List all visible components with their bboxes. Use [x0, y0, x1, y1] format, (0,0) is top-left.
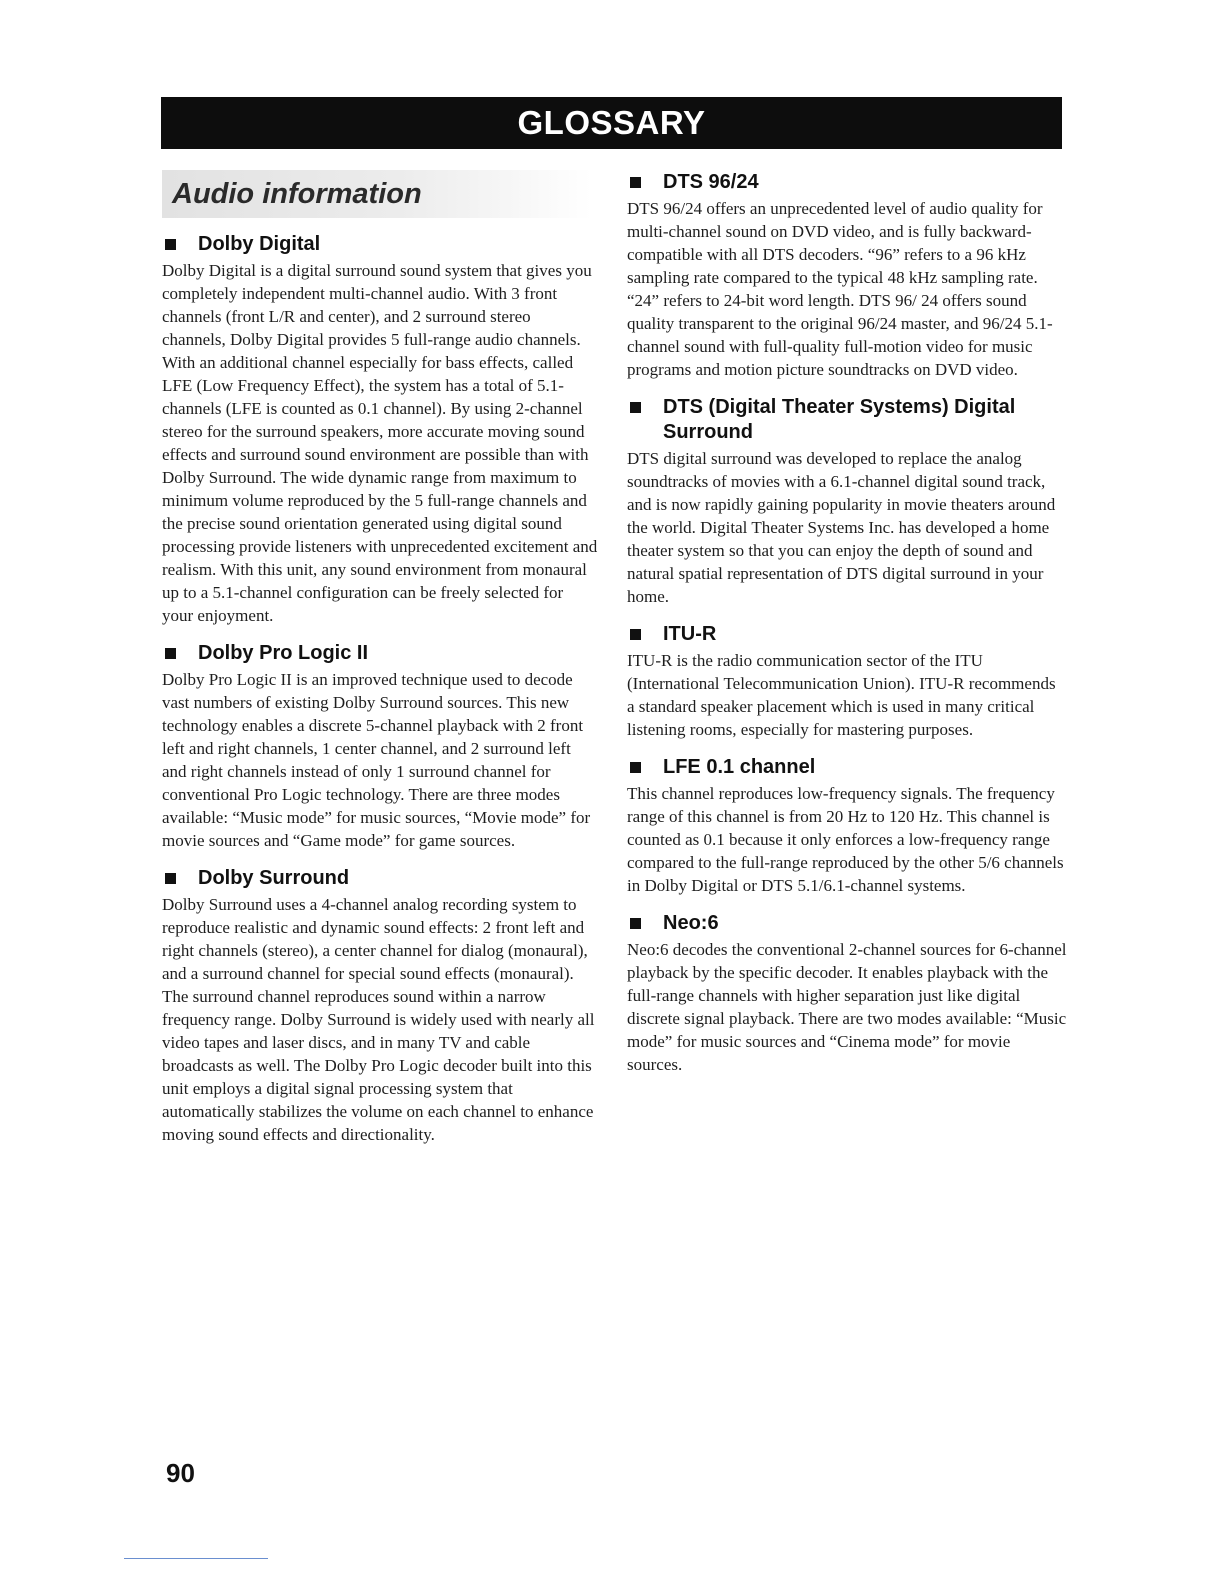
glossary-entry-dolby-surround — [162, 866, 598, 1146]
entry-title: LFE 0.1 channel — [663, 756, 816, 778]
page-banner-title: GLOSSARY — [161, 97, 1062, 149]
square-bullet-icon — [165, 648, 176, 659]
entry-title: Dolby Surround — [198, 867, 350, 889]
square-bullet-icon — [630, 402, 641, 413]
entry-body: DTS digital surround was developed to replace the analog soundtracks of movies with a 6.1-channel digital sound track, and is now rapidly gaining popularity in movie theaters around the world. Digital Theater Systems Inc. has developed a home theater system so that you can enjoy the depth of sound and natural spatial representation of DTS digital surround in your home. — [627, 449, 1056, 606]
square-bullet-icon — [165, 873, 176, 884]
square-bullet-icon — [630, 177, 641, 188]
square-bullet-icon — [630, 629, 641, 640]
section-heading: Audio information — [162, 170, 592, 218]
page-number: 90 — [166, 1458, 195, 1488]
entry-title: DTS (Digital Theater Systems) Digital Surround — [663, 396, 1016, 443]
glossary-entry-dts-digital-surround — [627, 395, 1067, 608]
footer-divider — [124, 1558, 268, 1559]
entry-body: Dolby Surround uses a 4-channel analog recording system to reproduce realistic and dynamic sound effects: 2 front left and right channels (stereo), a center channel for dialog (monaural), and a surround channel for special sound effects (monaural). The surround channel reproduces sound within a narrow frequency range. Dolby Surround is widely used with nearly all video tapes and laser discs, and in many TV and cable broadcasts as well. The Dolby Pro Logic decoder built into this unit employs a digital signal processing system that automatically stabilizes the volume on each channel to enhance moving sound effects and directionality. — [162, 895, 595, 1144]
glossary-entry-lfe-0-1-channel — [627, 755, 1067, 897]
left-column — [162, 170, 598, 1160]
entry-body: This channel reproduces low-frequency signals. The frequency range of this channel is from 20 Hz to 120 Hz. This channel is counted as 0.1 because it only enforces a low-frequency range compared to the full-range reproduced by the other 5/6 channels in Dolby Digital or DTS 5.1/6.1-channel systems. — [627, 784, 1064, 895]
entry-body: ITU-R is the radio communication sector of the ITU (International Telecommunication Union). ITU-R recommends a standard speaker placement which is used in many critical listening rooms, especially for mastering purposes. — [627, 651, 1056, 739]
entry-body: Dolby Digital is a digital surround sound system that gives you completely independent multi-channel audio. With 3 front channels (front L/R and center), and 2 surround stereo channels, Dolby Digital provides 5 full-range audio channels. With an additional channel especially for bass effects, called LFE (Low Frequency Effect), the system has a total of 5.1-channels (LFE is counted as 0.1 channel). By using 2-channel stereo for the surround speakers, more accurate moving sound effects and surround sound environment are possible than with Dolby Surround. The wide dynamic range from maximum to minimum volume reproduced by the 5 full-range channels and the precise sound orientation generated using digital sound processing provide listeners with unprecedented excitement and realism. With this unit, any sound environment from monaural up to a 5.1-channel configuration can be freely selected for your enjoyment. — [162, 261, 598, 625]
glossary-entry-dts-96-24 — [627, 170, 1067, 381]
entry-title: DTS 96/24 — [663, 171, 759, 193]
entry-body: Dolby Pro Logic II is an improved technique used to decode vast numbers of existing Dolby Surround sources. This new technology enables a discrete 5-channel playback with 2 front left and right channels, 1 center channel, and 2 surround left and right channels instead of only 1 surround channel for conventional Pro Logic technology. There are three modes available: “Music mode” for music sources, “Movie mode” for movie sources and “Game mode” for game sources. — [162, 670, 591, 850]
glossary-entry-neo-6 — [627, 911, 1067, 1076]
square-bullet-icon — [165, 239, 176, 250]
glossary-entry-dolby-digital — [162, 232, 598, 627]
square-bullet-icon — [630, 918, 641, 929]
glossary-entry-dolby-pro-logic-ii — [162, 641, 598, 852]
right-column — [627, 170, 1067, 1090]
entry-title: Neo:6 — [663, 912, 719, 934]
entry-body: Neo:6 decodes the conventional 2-channel sources for 6-channel playback by the specific decoder. It enables playback with the full-range channels with higher separation just like digital discrete signal playback. There are two modes available: “Music mode” for music sources and “Cinema mode” for movie sources. — [627, 940, 1067, 1074]
square-bullet-icon — [630, 762, 641, 773]
entry-body: DTS 96/24 offers an unprecedented level of audio quality for multi-channel sound on DVD video, and is fully backward-compatible with all DTS decoders. “96” refers to a 96 kHz sampling rate compared to the typical 48 kHz sampling rate. “24” refers to 24-bit word length. DTS 96/ 24 offers sound quality transparent to the original 96/24 master, and 96/24 5.1-channel sound with full-quality full-motion video for music programs and motion picture soundtracks on DVD video. — [627, 199, 1053, 379]
entry-title: Dolby Digital — [198, 233, 321, 255]
glossary-entry-itu-r — [627, 622, 1067, 741]
entry-title: Dolby Pro Logic II — [198, 642, 369, 664]
entry-title: ITU-R — [663, 623, 717, 645]
